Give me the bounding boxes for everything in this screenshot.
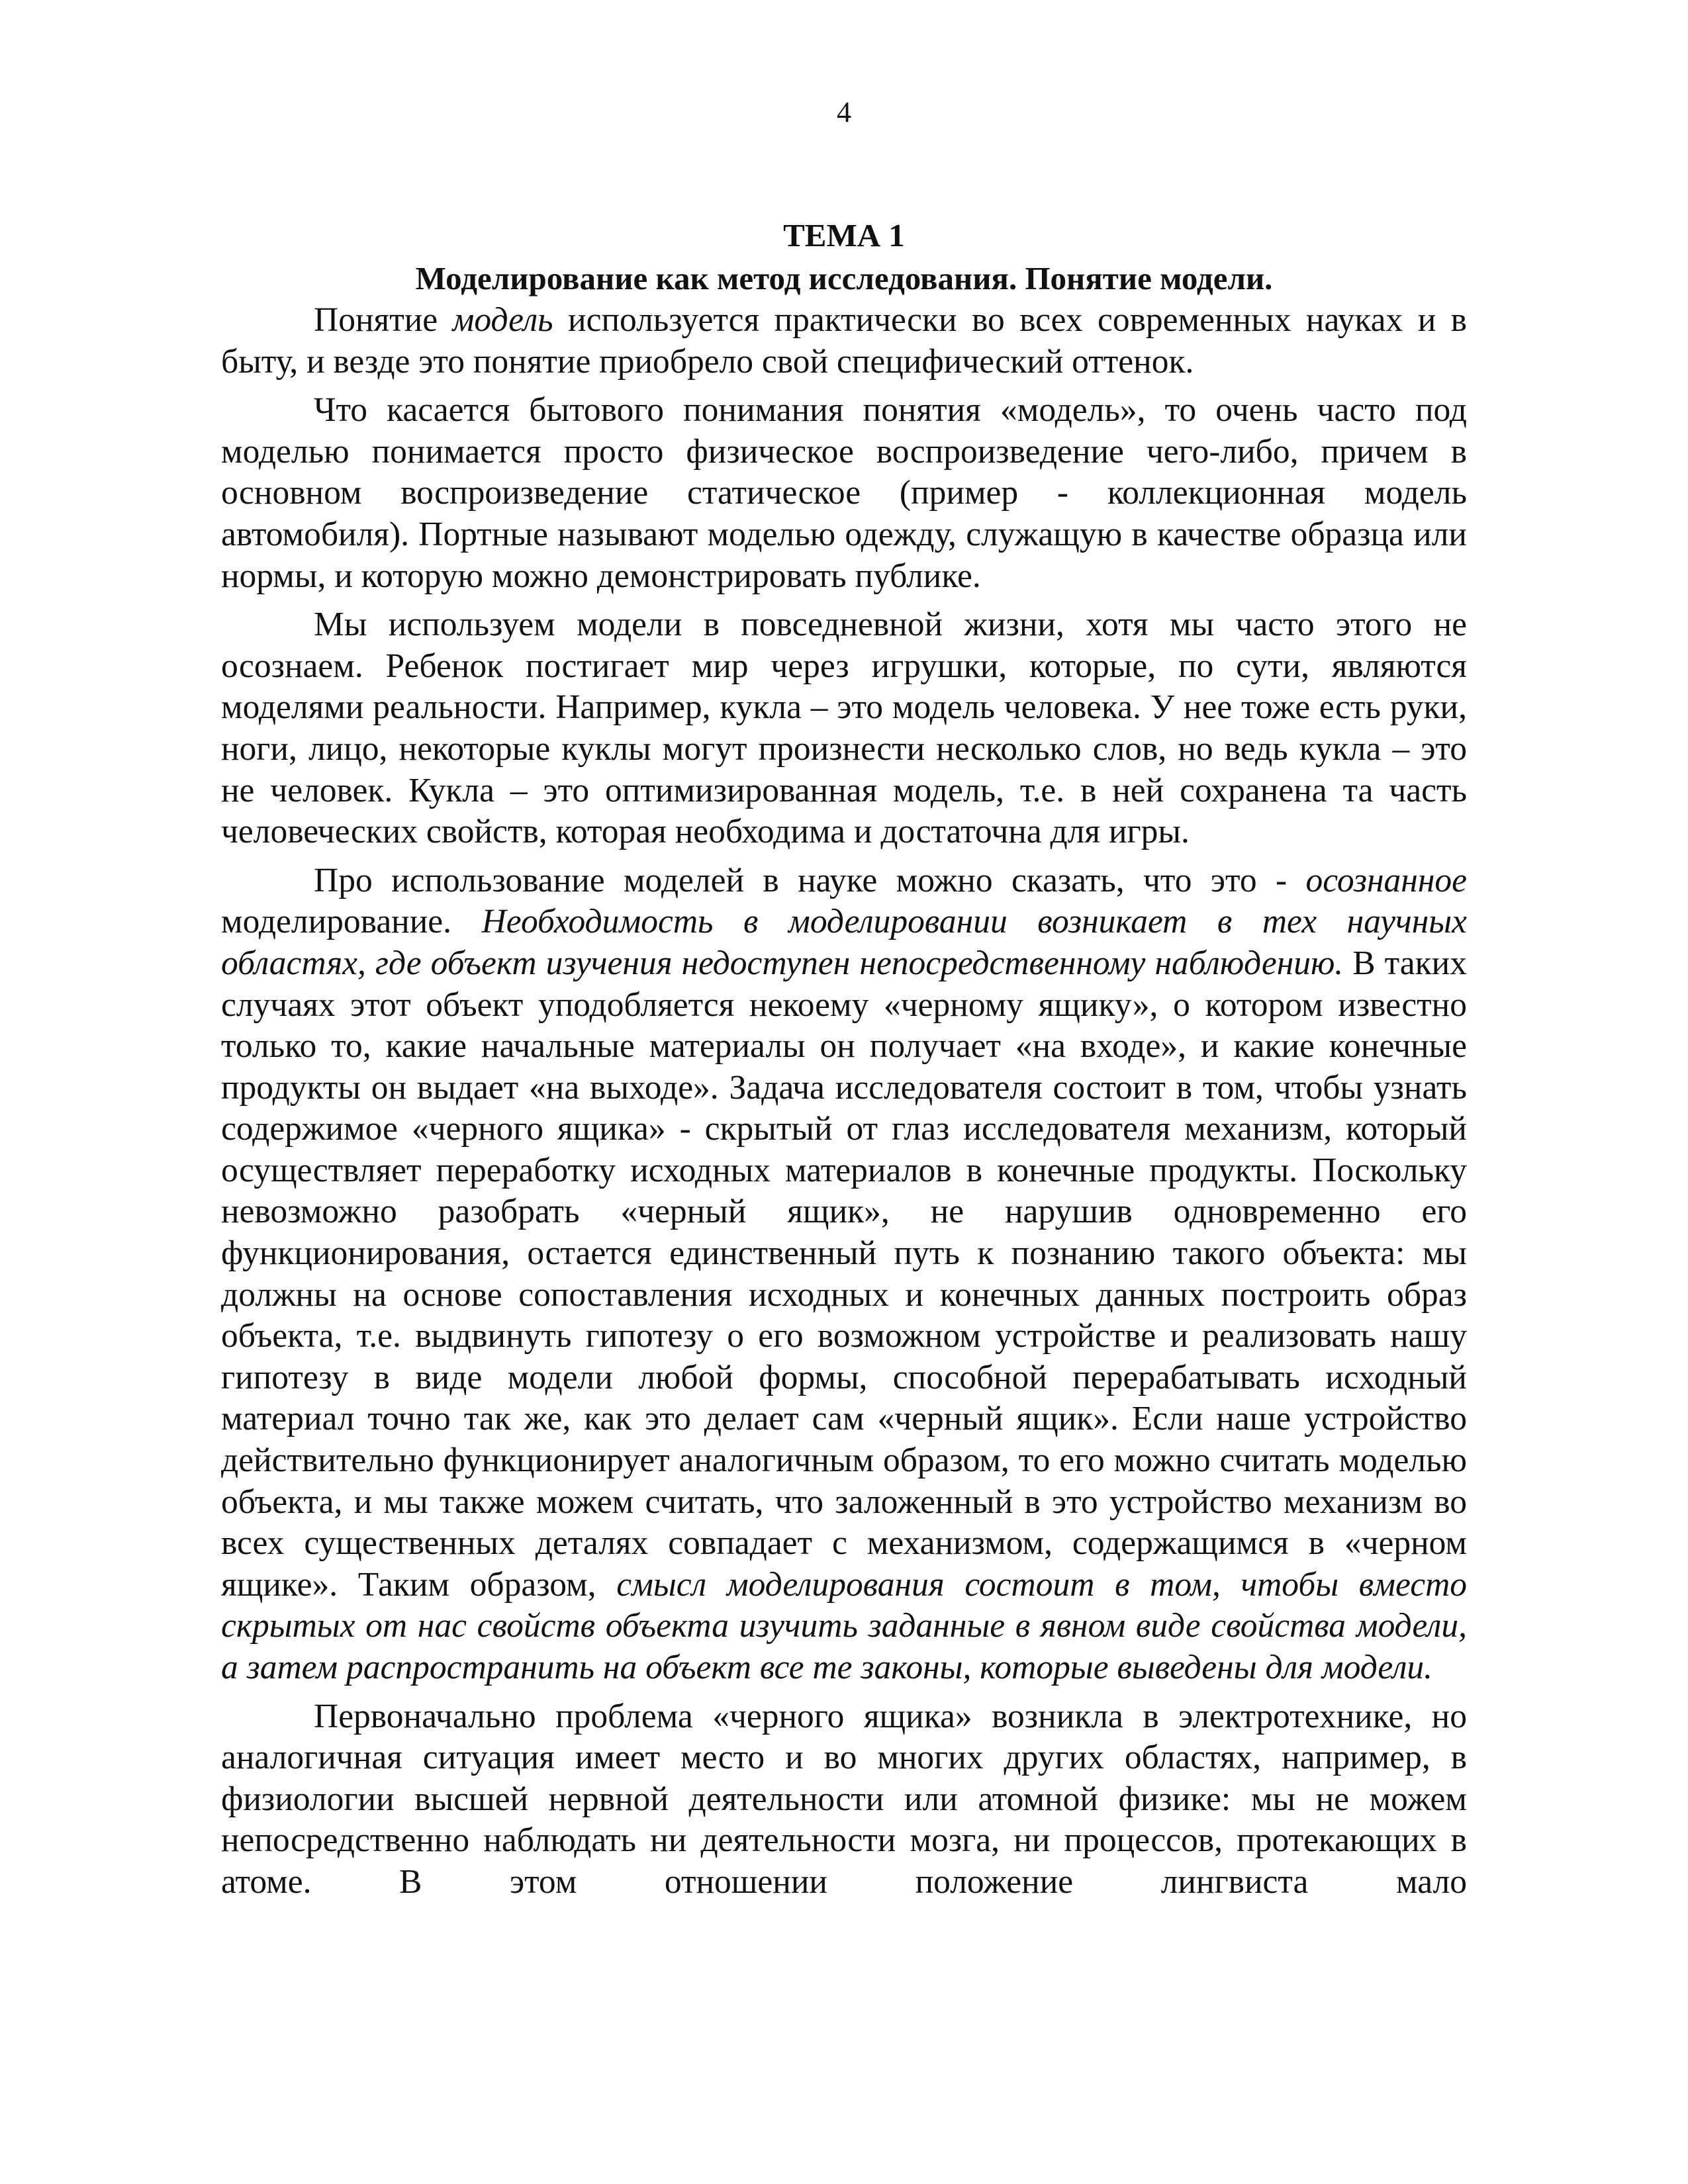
paragraph-1-text-a: Понятие bbox=[314, 301, 453, 339]
body-text bbox=[221, 300, 1467, 1903]
section-subtitle: Моделирование как метод исследования. Понятие модели. bbox=[415, 260, 1273, 296]
paragraph-4-text-a: Про использование моделей в науке можно сказать, что это - bbox=[314, 861, 1306, 899]
paragraph-4-text-e: В таких случаях этот объект уподобляется некоему «черному ящику», о котором известно только то, какие начальные материалы он получает «на входе», и какие конечные продукты он выдает «на выходе». Задача исследователя состоит в том, чтобы узнать содержимое «черного ящика» - скрытый от глаз исследователя механизм, который осуществляет переработку исходных материалов в конечные продукты. Поскольку невозможно разобрать «черный ящик», не нарушив одновременно его функционирования, остается единственный путь к познанию такого объекта: мы должны на основе сопоставления исходных и конечных данных построить образ объекта, т.е. выдвинуть гипотезу о его возможном устройстве и реализовать нашу гипотезу в виде модели любой формы, способной перерабатывать исходный материал точно так же, как это делает сам «черный ящик». Если наше устройство действительно функционирует аналогичным образом, то его можно считать моделью объекта, и мы также можем считать, что заложенный в это устройство механизм во всех существенных деталях совпадает с механизмом, содержащимся в «черном ящике». Таким образом, bbox=[221, 944, 1467, 1604]
paragraph-4 bbox=[221, 860, 1467, 1689]
page-number: 4 bbox=[837, 96, 851, 128]
paragraph-4-italic-term: осознанное bbox=[1305, 861, 1467, 899]
document-page bbox=[221, 0, 1467, 2184]
paragraph-5: Первоначально проблема «черного ящика» возникла в электротехнике, но аналогичная ситуация имеет место и во многих других областях, например, в физиологии высшей нервной деятельности или атомной физике: мы не можем непосредственно наблюдать ни деятельности мозга, ни процессов, протекающих в атоме. В этом отношении положение лингвиста мало bbox=[221, 1697, 1467, 1901]
paragraph-1-text-c: используется практически во всех современных науках и в быту, и везде это понятие приобрело свой специфический оттенок. bbox=[221, 301, 1467, 381]
paragraph-1 bbox=[221, 300, 1467, 383]
paragraph-2: Что касается бытового понимания понятия «модель», то очень часто под моделью понимается просто физическое воспроизведение чего-либо, причем в основном воспроизведение статическое (пример - коллекционная модель автомобиля). Портные называют моделью одежду, служащую в качестве образца или нормы, и которую можно демонстрировать публике. bbox=[221, 391, 1467, 595]
paragraph-1-italic-term: модель bbox=[452, 301, 553, 339]
paragraph-4-text-c: моделирование. bbox=[221, 903, 482, 941]
paragraph-4-italic-definition: Необходимость в моделировании возникает в тех научных областях, где объект изучения недоступен непосредственному наблюдению. bbox=[221, 903, 1467, 982]
paragraph-4-italic-conclusion: смысл моделирования состоит в том, чтобы вместо скрытых от нас свойств объекта изучить заданные в явном виде свойства модели, а затем распространить на объект все те законы, которые выведены для модели. bbox=[221, 1565, 1468, 1686]
section-title: ТЕМА 1 bbox=[783, 217, 905, 253]
paragraph-3: Мы используем модели в повседневной жизни, хотя мы часто этого не осознаем. Ребенок постигает мир через игрушки, которые, по сути, являются моделями реальности. Например, кукла – это модель человека. У нее тоже есть руки, ноги, лицо, некоторые куклы могут произнести несколько слов, но ведь кукла – это не человек. Кукла – это оптимизированная модель, т.е. в ней сохранена та часть человеческих свойств, которая необходима и достаточна для игры. bbox=[221, 606, 1467, 851]
